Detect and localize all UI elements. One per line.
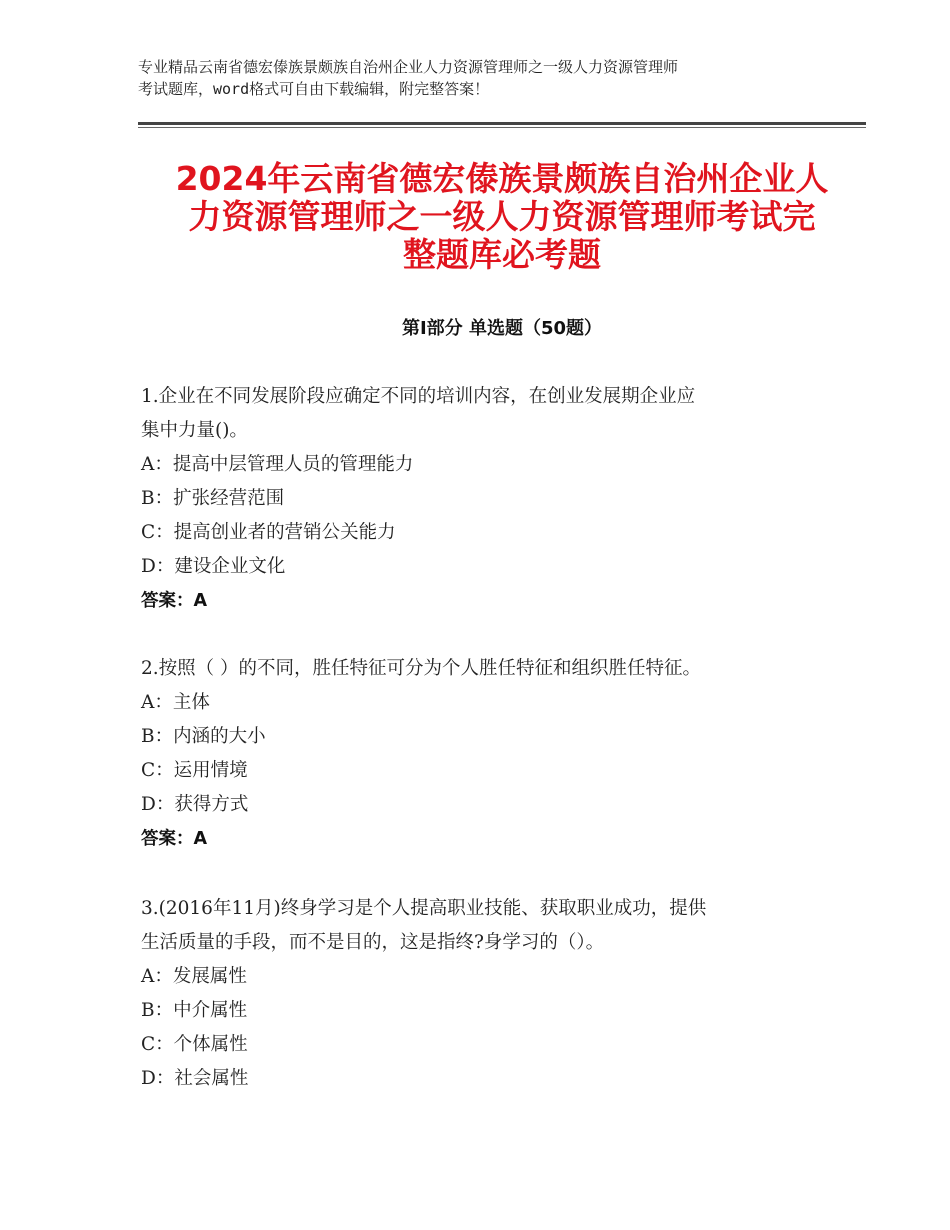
header-line-2: 考试题库，word格式可自由下载编辑，附完整答案！ <box>138 80 490 98</box>
answer: 答案：A <box>141 829 208 849</box>
option-c: C：个体属性 <box>141 1034 248 1055</box>
document-title <box>138 160 866 274</box>
question-stem-line: 2.按照（ ）的不同，胜任特征可分为个人胜任特征和组织胜任特征。 <box>141 658 702 679</box>
option-d: D：获得方式 <box>141 794 249 815</box>
header-divider-thin <box>138 127 866 128</box>
title-line-3: 整题库必考题 <box>403 235 601 274</box>
option-a: A：主体 <box>141 692 210 713</box>
option-d: D：社会属性 <box>141 1068 249 1089</box>
header-line-1: 专业精品云南省德宏傣族景颇族自治州企业人力资源管理师之一级人力资源管理师 <box>138 58 679 76</box>
option-a: A：提高中层管理人员的管理能力 <box>141 454 414 475</box>
option-b: B：中介属性 <box>141 1000 248 1021</box>
option-d: D：建设企业文化 <box>141 556 286 577</box>
option-c: C：运用情境 <box>141 760 248 781</box>
option-a: A：发展属性 <box>141 966 247 987</box>
option-b: B：扩张经营范围 <box>141 488 285 509</box>
question-stem-line: 3.(2016年11月)终身学习是个人提高职业技能、获取职业成功，提供 <box>141 898 707 919</box>
document-header <box>138 56 828 100</box>
question-stem-line: 1.企业在不同发展阶段应确定不同的培训内容，在创业发展期企业应 <box>141 386 696 407</box>
section-heading: 第Ⅰ部分 单选题（50题） <box>401 318 602 339</box>
question-3 <box>141 892 831 1096</box>
option-c: C：提高创业者的营销公关能力 <box>141 522 396 543</box>
question-1 <box>141 380 831 618</box>
question-stem-line: 集中力量()。 <box>141 420 248 441</box>
answer: 答案：A <box>141 591 208 611</box>
title-line-1: 2024年云南省德宏傣族景颇族自治州企业人 <box>175 159 829 198</box>
question-stem-line: 生活质量的手段，而不是目的，这是指终?身学习的（）。 <box>141 932 605 953</box>
header-divider-thick <box>138 122 866 125</box>
option-b: B：内涵的大小 <box>141 726 266 747</box>
title-line-2: 力资源管理师之一级人力资源管理师考试完 <box>188 197 816 236</box>
question-2 <box>141 652 831 856</box>
